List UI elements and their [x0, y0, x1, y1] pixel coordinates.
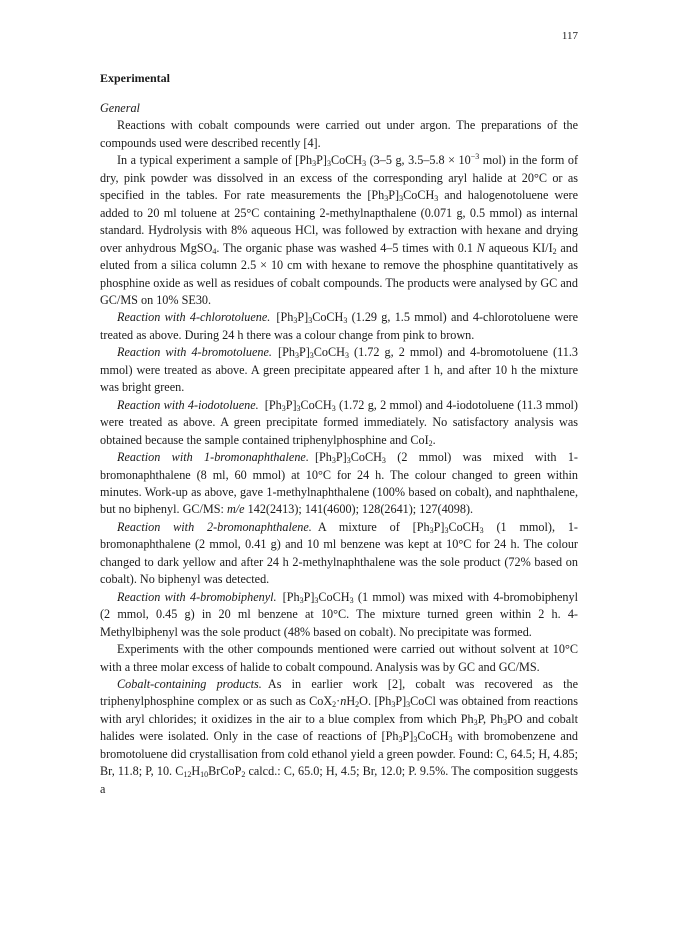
paragraph-text: $[Ph_3P]_3CoCH_3$ (1 mmol) was mixed with 4-bromobiphenyl (2 mmol, 0.45 g) in 20 ml benzene at 10°C. The mixture turned green within 2 h. 4-Methylbiphenyl was the sole product (48% based on cobalt). No precipitate was formed.: [100, 589, 578, 639]
paragraph: [100, 641, 578, 676]
run-in-heading: Cobalt-containing products.: [117, 676, 262, 691]
paragraph-text: In a typical experiment a sample of $[Ph_3P]_3CoCH_3$ (3–5 g, $3.5-5.8 \times 10^{-3}$ mol) in the form of dry, pink powder was dissolved in an excess of the corresponding aryl halide at 20°C or as specified in the tables. For rate measurements the $[Ph_3P]_3CoCH_3$ and halogenotoluene were added to 20 ml toluene at 25°C containing 2-methylnapthalene (0.071 g, 0.5 mmol) as internal standard. Hydrolysis with 8% aqueous HCl, was followed by extraction with hexane and drying over anhydrous MgSO$_4$. The organic phase was washed 4–5 times with 0.1 N aqueous $KI/I_2$ and eluted from a silica column 2.5 × 10 cm with hexane to remove the phosphine quantitatively as phosphine oxide as well as residues of cobalt compounds. The products were analysed by GC and GC/MS on 10% SE30.: [100, 152, 579, 307]
paragraph-text: Reactions with cobalt compounds were carried out under argon. The preparations of the compounds used were described recently [4].: [100, 118, 578, 150]
paragraph-text: $[Ph_3P]_3CoCH_3$ (1.29 g, 1.5 mmol) and 4-chlorotoluene were treated as above. During 24 h there was a colour change from pink to brown.: [100, 310, 578, 342]
run-in-heading: Reaction with 4-bromotoluene.: [117, 345, 272, 360]
paragraph-list: [100, 117, 578, 798]
run-in-heading: Reaction with 2-bromonaphthalene.: [117, 519, 312, 534]
paragraph-text: Experiments with the other compounds mentioned were carried out without solvent at 10°C with a three molar excess of halide to cobalt compound. Analysis was by GC and GC/MS.: [100, 642, 578, 674]
page-number: 117: [561, 30, 578, 42]
paragraph: [100, 519, 578, 589]
run-in-heading: Reaction with 1-bromonaphthalene.: [117, 450, 309, 465]
paragraph-text: A mixture of $[Ph_3P]_3CoCH_3$ (1 mmol), 1-bromonaphthalene (2 mmol, 0.41 g) and 10 ml benzene was kept at 10°C for 24 h. The colour changed to dark yellow and after 24 h 2-methylnaphthalene was the sole product (72% based on cobalt). No biphenyl was detected.: [100, 519, 578, 587]
run-in-heading: Reaction with 4-bromobiphenyl.: [117, 589, 277, 604]
paragraph-text: $[Ph_3P]_3CoCH_3$ (2 mmol) was mixed with 1-bromonaphthalene (8 ml, 60 mmol) at 10°C for 24 h. The colour changed to green within minutes. Work-up as above, gave 1-methylnaphthalene (100% based on cobalt), and naphthalene, but no biphenyl. GC/MS: m/e 142(2413); 141(4600); 128(2641); 127(4098).: [100, 450, 578, 517]
paragraph-text: As in earlier work [2], cobalt was recovered as the triphenylphosphine complex or as such as $CoX_2\cdot nH_2O$. $[Ph_3P]_3CoCl$ was obtained from reactions with aryl chlorides; it oxidizes in the air to a blue complex from which $Ph_3P$, $Ph_3PO$ and cobalt halides were isolated. Only in the case of reactions of $[Ph_3P]_3CoCH_3$ with bromobenzene and bromotoluene did crystallisation from cold ethanol yield a green powder. Found: C, 64.5; H, 4.85; Br, 11.8; P, 10. $C_{12}H_{10}BrCoP_2$ calcd.: C, 65.0; H, 4.5; Br, 12.0; P. 9.5%. The composition suggests a: [100, 676, 579, 796]
article-body: [100, 100, 578, 798]
paragraph: [100, 117, 578, 152]
paragraph: [100, 344, 578, 396]
paragraph-text: $[Ph_3P]_3CoCH_3$ (1.72 g, 2 mmol) and 4-bromotoluene (11.3 mmol) were treated as above. A green precipitate appeared after 1 h, and after 10 h the mixture was bright green.: [100, 345, 578, 395]
subsection-heading: General: [100, 101, 140, 115]
run-in-heading: Reaction with 4-iodotoluene.: [117, 397, 259, 412]
paragraph: [100, 589, 578, 641]
paragraph: [100, 676, 578, 798]
paragraph: [100, 309, 578, 344]
paragraph-text: $[Ph_3P]_3CoCH_3$ (1.72 g, 2 mmol) and 4-iodotoluene (11.3 mmol) were treated as above. A green precipitate formed immediately. No satisfactory analysis was obtained because the sample contained triphenylphosphine and CoI$_2$.: [100, 397, 578, 448]
paragraph: [100, 397, 578, 449]
paragraph: [100, 152, 578, 309]
run-in-heading: Reaction with 4-chlorotoluene.: [117, 310, 271, 325]
paragraph: [100, 449, 578, 519]
section-title: Experimental: [100, 71, 170, 85]
